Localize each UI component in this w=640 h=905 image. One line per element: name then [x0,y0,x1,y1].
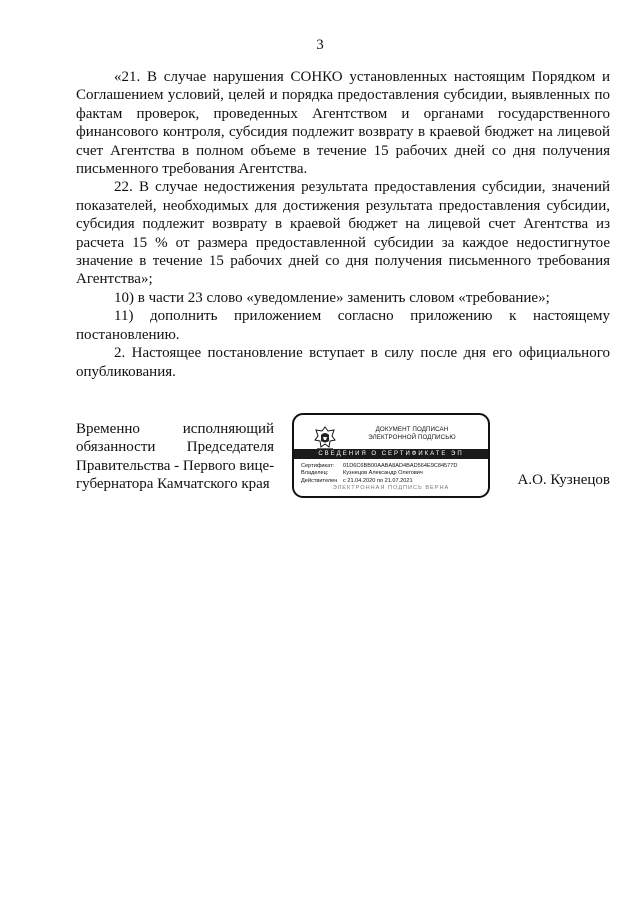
coat-of-arms-icon [314,425,336,451]
stamp-certificate-row [301,463,486,470]
electronic-signature-stamp [292,413,490,498]
paragraph-item-11: 11) дополнить приложением согласно приложению к настоящему постановлению. [76,308,610,343]
stamp-label: Владелец: [301,470,329,477]
signer-position-line: обязанности Председателя [76,439,274,456]
page-number: 3 [316,37,324,53]
signer-position [76,420,274,494]
stamp-title-bar: СВЕДЕНИЯ О СЕРТИФИКАТЕ ЭП [294,449,488,459]
stamp-label: Сертификат: [301,463,335,469]
paragraph-22: 22. В случае недостижения результата предоставления субсидии, значений показателей, необходимых для достижения результата предоставления субсидии, субсидия подлежит возврату в краевой бюджет на лицевой счет Агентства из расчета 15 % от размера предоставленной субсидии за каждое недостигнутое значение в течение 15 рабочих дней со дня получения письменного требования Агентства»; [76,179,610,288]
stamp-header-line: ЭЛЕКТРОННОЙ ПОДПИСЬЮ [368,433,456,441]
signer-position-line: Правительства - Первого вице- [76,457,275,474]
stamp-footer: ЭЛЕКТРОННАЯ ПОДПИСЬ ВЕРНА [332,485,450,491]
stamp-label: Действителен [301,477,338,484]
stamp-value: с 21.04.2020 по 21.07.2021 [343,477,413,484]
signer-position-line: губернатора Камчатского края [76,476,270,493]
signer-position-line: Временно исполняющий [76,421,274,437]
body-text [76,68,610,381]
stamp-value: 01D6C6BB00AABA8AD4BAD564E9C84577D [343,463,458,469]
paragraph-item-10: 10) в части 23 слово «уведомление» заменить словом «требование»; [114,289,550,306]
stamp-owner-row [301,470,486,477]
stamp-header [342,426,482,441]
paragraph-clause-2: 2. Настоящее постановление вступает в силу после дня его официального опубликования. [76,345,610,380]
stamp-details [301,463,486,485]
signer-name: А.О. Кузнецов [517,472,610,488]
stamp-value: Кузнецов Александр Олегович [343,470,423,477]
paragraph-21: «21. В случае нарушения СОНКО установленных настоящим Порядком и Соглашением условий, целей и порядка предоставления субсидии, выявленных по фактам проверок, проведенных Агентством и органами государственного финансового контроля, субсидия подлежит возврату в краевой бюджет на лицевой счет Агентства в полном объеме в течение 15 рабочих дней со дня получения письменного требования Агентства. [76,69,610,178]
stamp-header-line: ДОКУМЕНТ ПОДПИСАН [375,426,449,433]
